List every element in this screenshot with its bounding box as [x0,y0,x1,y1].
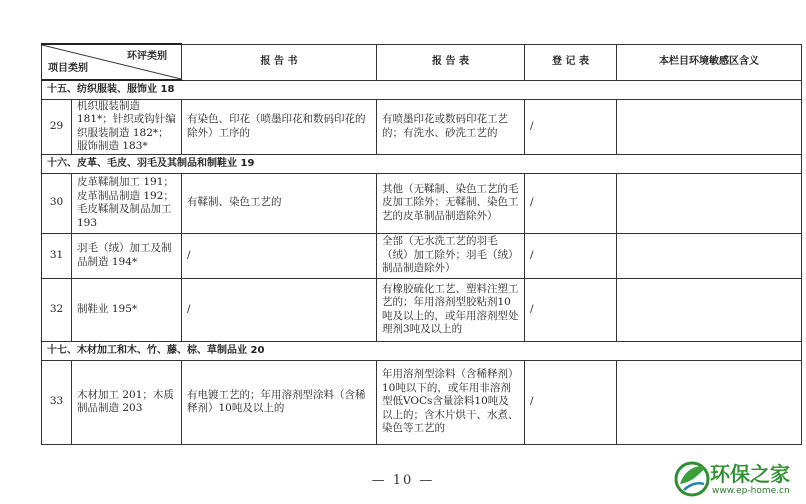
section-row [42,341,802,360]
table-row [42,233,802,278]
sensitive-cell [617,233,802,278]
table-row [42,278,802,341]
table-row [42,99,802,154]
diagonal-header-cell [42,44,182,80]
register-form-header: 登 记 表 [525,44,617,80]
row-number: 33 [42,360,72,444]
report-form-cell: 年用溶剂型涂料（含稀释剂）10吨以下的，或年用非溶剂型低VOCs含量涂料10吨及以上的；含木片烘干、水煮、染色等工艺的 [377,360,525,444]
sensitive-cell [617,99,802,154]
env-category-label: 环评类别 [127,51,167,62]
row-number: 30 [42,173,72,233]
report-form-cell: 有橡胶硫化工艺、塑料注塑工艺的；年用溶剂型胶粘剂10吨及以上的，或年用溶剂型处理剂3吨及以上的 [377,278,525,341]
project-category-cell: 制鞋业 195* [72,278,182,341]
regulation-table [41,43,802,445]
report-book-cell: / [182,233,377,278]
table-row [42,173,802,233]
register-cell: / [525,99,617,154]
section-row [42,154,802,173]
report-form-cell: 其他（无鞣制、染色工艺的毛皮加工除外；无鞣制、染色工艺的皮革制品制造除外） [377,173,525,233]
row-number: 31 [42,233,72,278]
page-number: — 10 — [371,473,435,488]
project-category-cell: 羽毛（绒）加工及制品制造 194* [72,233,182,278]
row-number: 29 [42,99,72,154]
watermark-logo [672,456,804,502]
watermark-name: 环保之家 [710,462,790,486]
report-book-cell: / [182,278,377,341]
watermark-url: www.ep-home.cn [712,486,790,496]
register-cell: / [525,173,617,233]
register-cell: / [525,233,617,278]
header-row [42,44,802,80]
sensitive-cell [617,173,802,233]
report-form-cell: 全部（无水洗工艺的羽毛（绒）加工除外；羽毛（绒）制品制造除外） [377,233,525,278]
report-form-header: 报 告 表 [377,44,525,80]
report-book-cell: 有染色、印花（喷墨印花和数码印花的除外）工序的 [182,99,377,154]
sensitive-cell [617,278,802,341]
section-title: 十六、皮革、毛皮、羽毛及其制品和制鞋业 19 [42,154,802,173]
section-title: 十七、木材加工和木、竹、藤、棕、草制品业 20 [42,341,802,360]
project-category-cell: 机织服装制造 181*；针织或钩针编织服装制造 182*；服饰制造 183* [72,99,182,154]
report-book-cell: 有鞣制、染色工艺的 [182,173,377,233]
project-category-label: 项目类别 [48,62,88,74]
register-cell: / [525,360,617,444]
section-row [42,80,802,99]
report-form-cell: 有喷墨印花或数码印花工艺的；有洗水、砂洗工艺的 [377,99,525,154]
section-title: 十五、纺织服装、服饰业 18 [42,80,802,99]
project-category-cell: 皮革鞣制加工 191；皮革制品制造 192；毛皮鞣制及制品加工 193 [72,173,182,233]
register-cell: / [525,278,617,341]
project-category-cell: 木材加工 201；木质制品制造 203 [72,360,182,444]
report-book-header: 报 告 书 [182,44,377,80]
sensitive-area-header: 本栏目环境敏感区含义 [617,44,802,80]
leaf-globe-icon [672,458,712,498]
sensitive-cell [617,360,802,444]
table-row [42,360,802,444]
row-number: 32 [42,278,72,341]
report-book-cell: 有电镀工艺的；年用溶剂型涂料（含稀释剂）10吨及以上的 [182,360,377,444]
